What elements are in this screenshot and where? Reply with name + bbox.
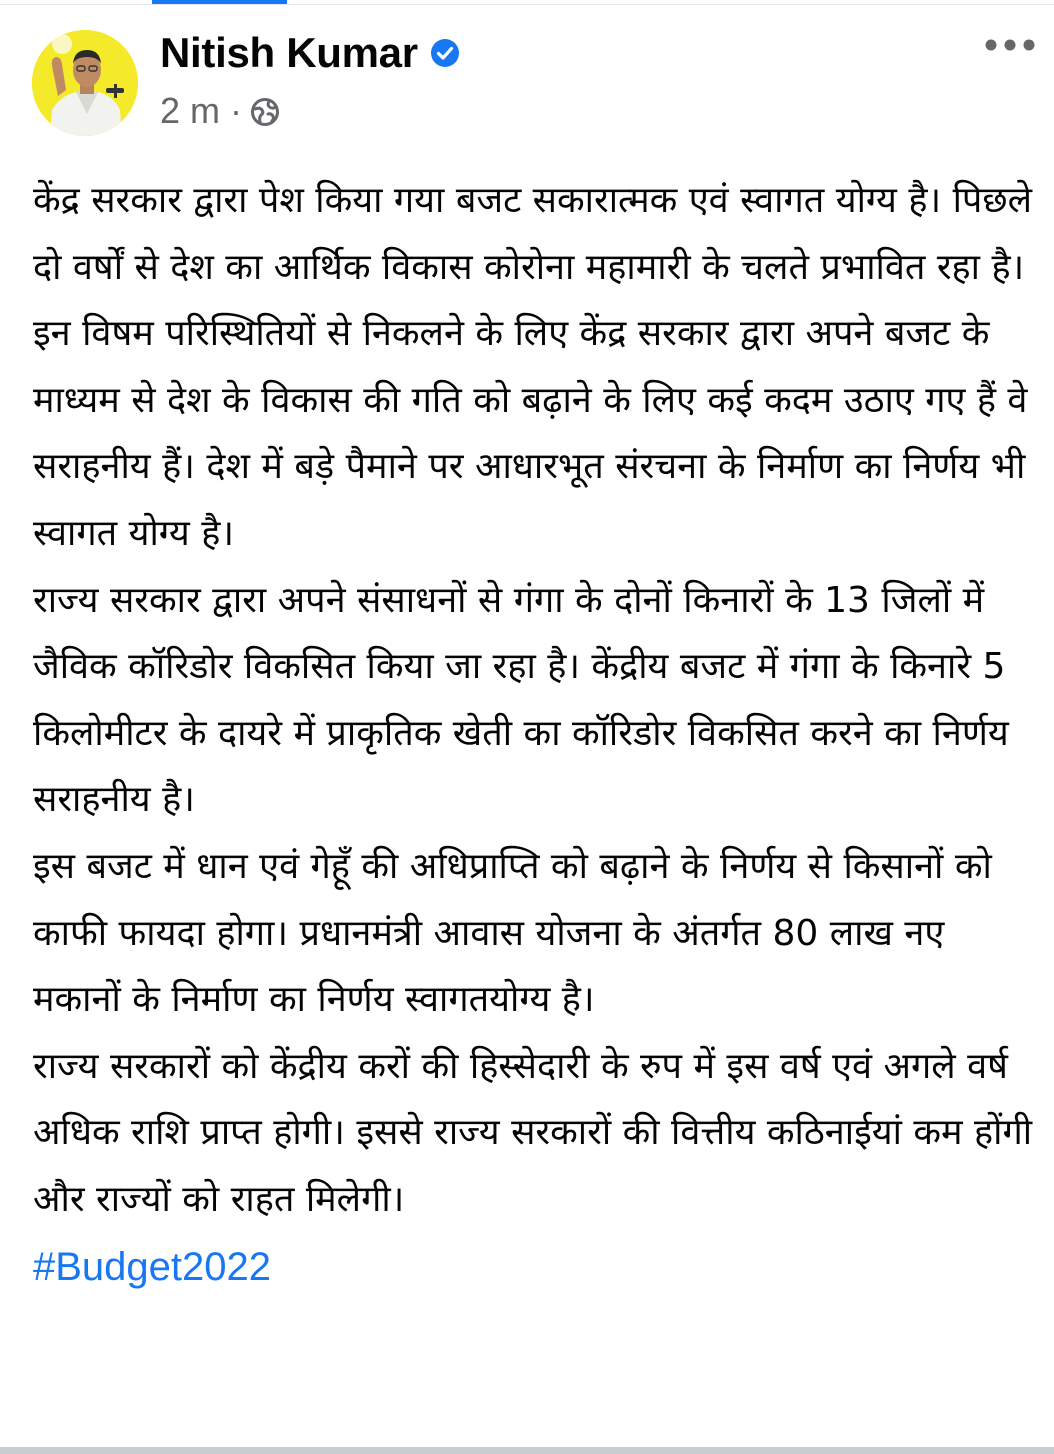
profile-photo-icon [32,30,138,136]
author-row [160,28,460,78]
post-timestamp[interactable]: 2 m [160,90,221,131]
post-separator [0,1447,1054,1454]
top-divider [0,4,1054,5]
avatar[interactable] [32,30,138,136]
post-paragraph: केंद्र सरकार द्वारा पेश किया गया बजट सकारात्मक एवं स्वागत योग्य है। पिछले दो वर्षों से देश का आर्थिक विकास कोरोना महामारी के चलते प्रभावित रहा है। इन विषम परिस्थितियों से निकलने के लिए केंद्र सरकार द्वारा अपने बजट के माध्यम से देश के विकास की गति को बढ़ाने के लिए कई कदम उठाए गए हैं वे सराहनीय हैं। देश में बड़े पैमाने पर आधारभूत संरचना के निर्माण का निर्णय भी स्वागत योग्य है। [33,180,1044,554]
post-meta [160,88,280,134]
globe-icon [250,97,280,127]
meta-separator: · [230,90,243,131]
post-paragraph: इस बजट में धान एवं गेहूँ की अधिप्राप्ति को बढ़ाने के निर्णय से किसानों को काफी फायदा होगा। प्रधानमंत्री आवास योजना के अंतर्गत 80 लाख नए मकानों के निर्माण का निर्णय स्वागतयोग्य है। [33,845,1004,1021]
post-text [33,168,1043,1300]
author-name[interactable]: Nitish Kumar [160,29,418,76]
hashtag-link[interactable]: #Budget2022 [33,1244,272,1289]
post-paragraph: राज्य सरकारों को केंद्रीय करों की हिस्सेदारी के रुप में इस वर्ष एवं अगले वर्ष अधिक राशि प्राप्त होगी। इससे राज्य सरकारों की वित्तीय कठिनाईयां कम होंगी और राज्यों को राहत मिलेगी। [33,1045,1044,1220]
ellipsis-icon [983,38,1037,52]
more-options-button[interactable] [980,30,1040,60]
post-paragraph: राज्य सरकार द्वारा अपने संसाधनों से गंगा के दोनों किनारों के 13 जिलों में जैविक कॉरिडोर विकसित किया जा रहा है। केंद्रीय बजट में गंगा के किनारे 5 किलोमीटर के दायरे में प्राकृतिक खेती का कॉरिडोर विकसित करने का निर्णय सराहनीय है। [33,579,1021,821]
verified-badge-icon [430,38,460,68]
